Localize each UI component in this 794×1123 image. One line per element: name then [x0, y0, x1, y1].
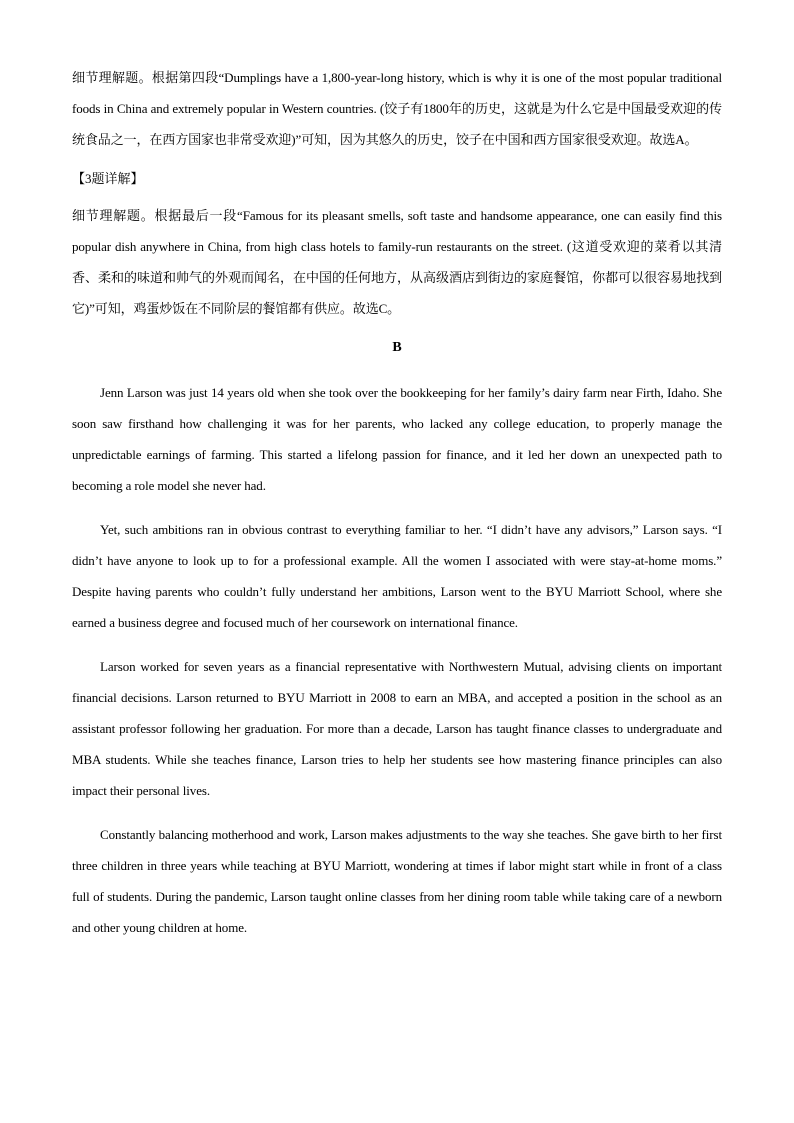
- passage-paragraph-2: Yet, such ambitions ran in obvious contrast to everything familiar to her. “I didn’t have any advisors,” Larson says. “I didn’t have anyone to look up to for a professional example. All the women I associated with were stay-at-home moms.” Despite having parents who couldn’t fully understand her ambitions, Larson went to the BYU Marriott School, where she earned a business degree and focused much of her coursework on international finance.: [72, 522, 722, 630]
- q2-explanation: 细节理解题。根据第四段“Dumplings have a 1,800-year-long history, which is why it is one of the most popular traditional foods in China and extremely popular in Western countries. (饺子有1800年的历史，这就是为什么它是中国最受欢迎的传统食品之一，在西方国家也非常受欢迎)”可知，因为其悠久的历史，饺子在中国和西方国家很受欢迎。故选A。: [72, 70, 722, 147]
- document-page: [72, 62, 722, 956]
- passage-paragraph-3: Larson worked for seven years as a financial representative with Northwestern Mutual, advising clients on important financial decisions. Larson returned to BYU Marriott in 2008 to earn an MBA, and accepted a position in the school as an assistant professor following her graduation. For more than a decade, Larson has taught finance classes to undergraduate and MBA students. While she teaches finance, Larson tries to help her students see how mastering finance principles can also impact their personal lives.: [72, 659, 722, 798]
- q3-heading: 【3题详解】: [72, 171, 144, 186]
- section-b-title: B: [392, 340, 402, 355]
- passage-paragraph-1: Jenn Larson was just 14 years old when she took over the bookkeeping for her family’s dairy farm near Firth, Idaho. She soon saw firsthand how challenging it was for her parents, who lacked any college education, to properly manage the unpredictable earnings of farming. This started a lifelong passion for finance, and it led her down an unexpected path to becoming a role model she never had.: [72, 385, 722, 493]
- q3-explanation: 细节理解题。根据最后一段“Famous for its pleasant smells, soft taste and handsome appearance, one can easily find this popular dish anywhere in China, from high class hotels to family-run restaurants on the street. (这道受欢迎的菜肴以其清香、柔和的味道和帅气的外观而闻名，在中国的任何地方，从高级酒店到街边的家庭餐馆，你都可以很容易地找到它)”可知，鸡蛋炒饭在不同阶层的餐馆都有供应。故选C。: [72, 208, 722, 316]
- passage-paragraph-4: Constantly balancing motherhood and work, Larson makes adjustments to the way she teaches. She gave birth to her first three children in three years while teaching at BYU Marriott, wondering at times if labor might start while in front of a class full of students. During the pandemic, Larson taught online classes from her dining room table while taking care of a newborn and other young children at home.: [72, 827, 722, 935]
